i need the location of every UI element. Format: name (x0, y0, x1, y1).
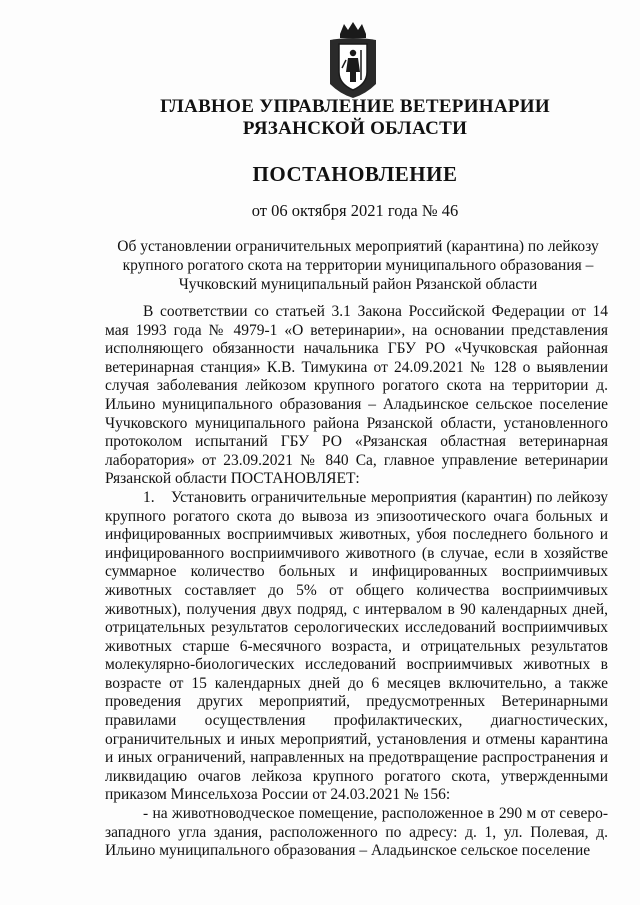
document-body (105, 303, 608, 861)
coat-of-arms-icon (326, 20, 380, 100)
item-1-text: Установить ограничительные мероприятия (карантин) по лейкозу крупного рогатого скота до вывоза из эпизоотического очага больных и инфицированных восприимчивых животных, убоя последнего больного и инфицированного восприимчивого животного (в случае, если в хозяйстве суммарное количество больных и инфицированных восприимчивых животных составляет до 5% от общего количества восприимчивых животных), получения двух подряд, с интервалом в 90 календарных дней, отрицательных результатов серологических исследований восприимчивых животных старше 6-месячного возраста, и отрицательных результатов молекулярно-биологических исследований восприимчивых животных в возрасте от 15 календарных дней до 6 месяцев включительно, а также проведения других мероприятий, предусмотренных Ветеринарными правилами осуществления профилактических, диагностических, ограничительных и иных мероприятий, установления и отмены карантина и иных ограничений, направленных на предотвращение распространения и ликвидацию очагов лейкоза крупного рогатого скота, утвержденными приказом Минсельхоза России от 24.03.2021 № 156: (105, 488, 608, 804)
document-date-number: от 06 октября 2021 года № 46 (251, 201, 459, 220)
subitem-1-paragraph: - на животноводческое помещение, расположенное в 290 м от северо-западного угла здания, расположенного по адресу: д. 1, ул. Полевая, д. Ильино муниципального образования – Аладьинское сельское поселение (105, 805, 608, 860)
organization-name-line1: ГЛАВНОЕ УПРАВЛЕНИЕ ВЕТЕРИНАРИИ (160, 96, 550, 117)
preamble-paragraph: В соответствии со статьей 3.1 Закона Российской Федерации от 14 мая 1993 года № 4979-1 «О ветеринарии», на основании представления исполняющего обязанности начальника ГБУ РО «Чучковская районная ветеринарная станция» К.В. Тимукина от 24.09.2021 № 128 о выявлении случая заболевания лейкозом крупного рогатого скота на территории д. Ильино муниципального образования – Аладьинское сельское поселение Чучковского муниципального района Рязанской области, установленного протоколом испытаний ГБУ РО «Рязанская областная ветеринарная лаборатория» от 23.09.2021 № 840 Са, главное управление ветеринарии Рязанской области ПОСТАНОВЛЯЕТ: (105, 303, 608, 488)
item-1-number: 1. (143, 488, 155, 506)
document-subject: Об установлении ограничительных мероприятий (карантина) по лейкозу крупного рогатого скота на территории муниципального образования – Чучковский муниципальный район Рязанской области (117, 238, 599, 293)
organization-name-line2: РЯЗАНСКОЙ ОБЛАСТИ (242, 118, 468, 139)
document-type-title: ПОСТАНОВЛЕНИЕ (252, 162, 458, 186)
item-1-paragraph (105, 489, 608, 805)
